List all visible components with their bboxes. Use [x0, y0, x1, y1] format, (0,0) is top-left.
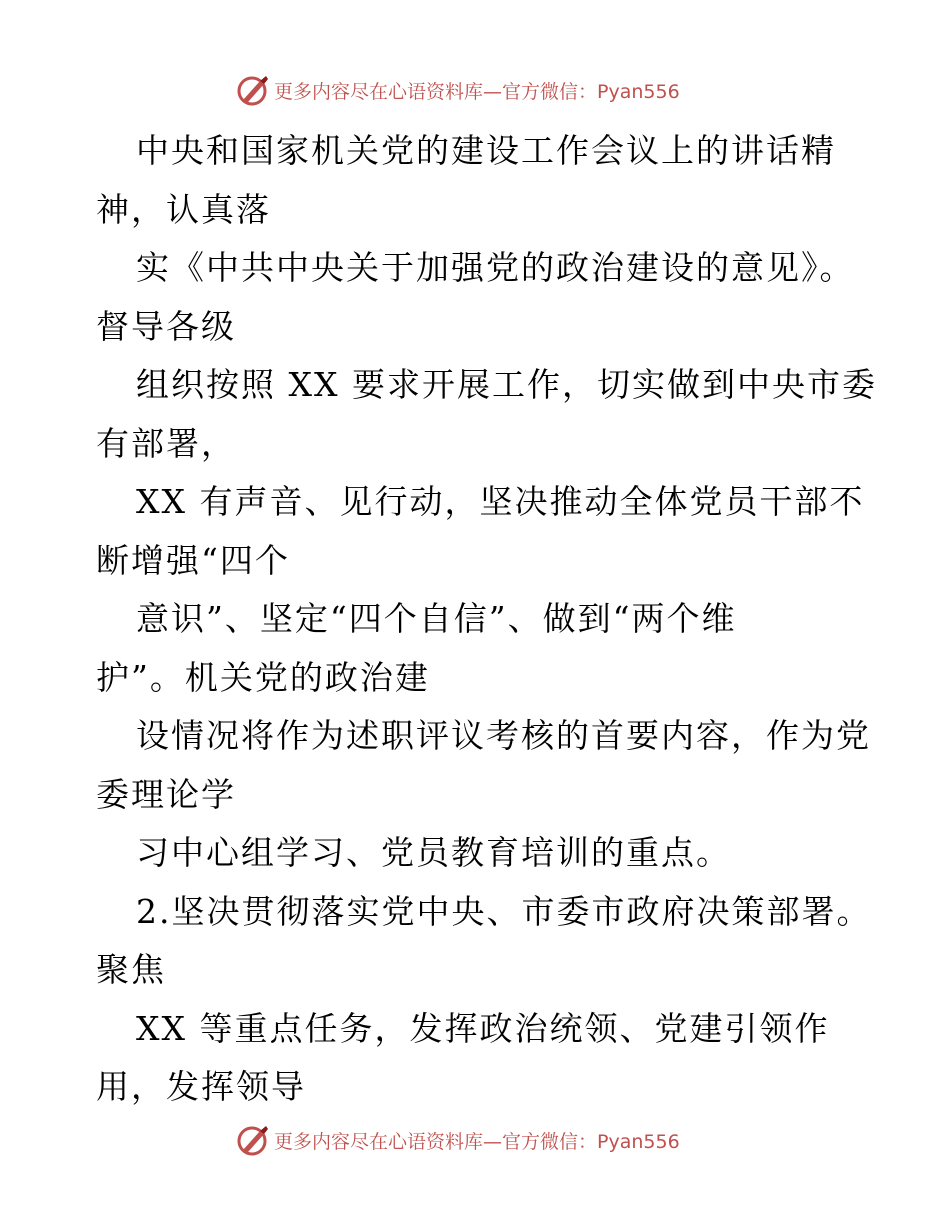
- text-line: 组织按照 XX 要求开展工作，切实做到中央市委: [136, 365, 877, 404]
- text-line: 委理论学: [96, 774, 236, 814]
- footer-banner-text: 更多内容尽在心语资料库—官方微信：Pyan556: [274, 1130, 680, 1153]
- text-line: 习中心组学习、党员教育培训的重点。: [136, 833, 731, 872]
- text-line: 督导各级: [96, 306, 236, 346]
- text-line: XX 等重点任务，发挥政治统领、党建引领作: [136, 1008, 830, 1048]
- text-line: 有部署，: [96, 423, 236, 463]
- pen-logo-icon: [236, 1123, 270, 1157]
- pen-logo-icon: [236, 73, 270, 107]
- document-body: [96, 122, 876, 1117]
- text-line: 用，发挥领导: [96, 1067, 306, 1106]
- text-line: 护”。机关党的政治建: [96, 657, 430, 697]
- text-line: 2.坚决贯彻落实党中央、市委市政府决策部署。: [136, 891, 872, 931]
- text-line: 设情况将作为述职评议考核的首要内容，作为党: [136, 716, 871, 755]
- text-line: 实《中共中央关于加强党的政治建设的意见》。: [136, 248, 855, 287]
- text-line: XX 有声音、见行动，坚决推动全体党员干部不: [136, 482, 865, 521]
- text-line: 神，认真落: [96, 189, 271, 229]
- header-banner: [236, 72, 836, 108]
- header-banner-text: 更多内容尽在心语资料库—官方微信：Pyan556: [274, 80, 680, 103]
- text-line: 断增强“四个: [96, 540, 290, 580]
- text-line: 中央和国家机关党的建设工作会议上的讲话精: [136, 131, 836, 170]
- text-line: 意识”、坚定“四个自信”、做到“两个维: [136, 599, 737, 638]
- text-line: 聚焦: [96, 950, 166, 989]
- footer-banner: [236, 1122, 836, 1158]
